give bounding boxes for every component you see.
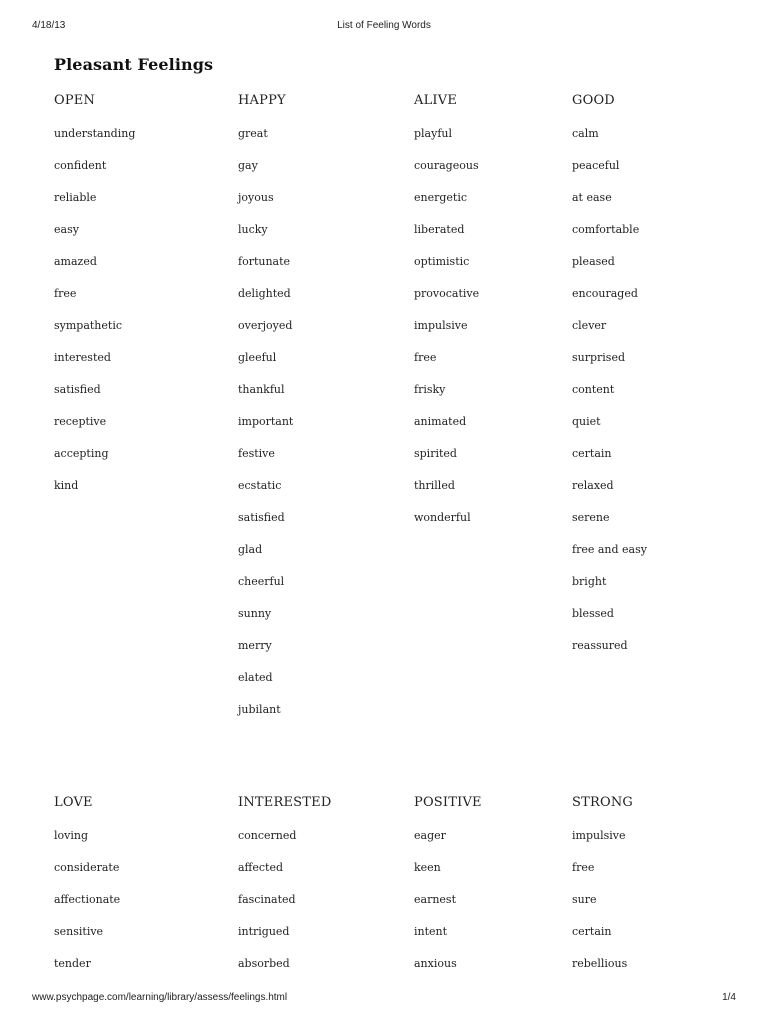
column-interested bbox=[238, 794, 331, 988]
column-heading: LOVE bbox=[54, 795, 93, 810]
feeling-word: liberated bbox=[414, 223, 465, 236]
print-date: 4/18/13 bbox=[32, 20, 66, 31]
feeling-word: energetic bbox=[414, 191, 468, 204]
feeling-word: thrilled bbox=[414, 479, 455, 492]
feeling-word: impulsive bbox=[572, 829, 626, 842]
word-list bbox=[414, 828, 482, 988]
feeling-word: confident bbox=[54, 159, 107, 172]
feeling-word: free and easy bbox=[572, 543, 647, 556]
feeling-word: encouraged bbox=[572, 287, 638, 300]
feeling-word: sunny bbox=[238, 607, 272, 620]
feeling-word: certain bbox=[572, 447, 612, 460]
feeling-word: blessed bbox=[572, 607, 614, 620]
feeling-word: intrigued bbox=[238, 925, 290, 938]
feeling-word: easy bbox=[54, 223, 79, 236]
page-number: 1/4 bbox=[722, 992, 736, 1003]
feeling-word: delighted bbox=[238, 287, 291, 300]
feeling-word: interested bbox=[54, 351, 111, 364]
word-list bbox=[414, 126, 479, 542]
feeling-word: playful bbox=[414, 127, 453, 140]
feeling-word: keen bbox=[414, 861, 441, 874]
page-header bbox=[0, 0, 768, 36]
feeling-word: eager bbox=[414, 829, 446, 842]
feeling-word: loving bbox=[54, 829, 88, 842]
feeling-word: relaxed bbox=[572, 479, 614, 492]
feeling-word: quiet bbox=[572, 415, 601, 428]
feeling-word: frisky bbox=[414, 383, 446, 396]
feeling-word: sympathetic bbox=[54, 319, 123, 332]
feeling-word: certain bbox=[572, 925, 612, 938]
feeling-word: gay bbox=[238, 159, 258, 172]
feeling-word: anxious bbox=[414, 957, 457, 970]
feeling-word: affected bbox=[238, 861, 284, 874]
word-list bbox=[54, 126, 135, 510]
feeling-word: calm bbox=[572, 127, 599, 140]
feeling-word: accepting bbox=[54, 447, 109, 460]
feeling-word: elated bbox=[238, 671, 273, 684]
column-heading: OPEN bbox=[54, 93, 96, 108]
feeling-word: free bbox=[572, 861, 595, 874]
section-title: Pleasant Feelings bbox=[54, 55, 214, 74]
feeling-word: rebellious bbox=[572, 957, 628, 970]
page-footer bbox=[0, 992, 768, 1012]
word-list bbox=[572, 828, 633, 988]
feeling-word: absorbed bbox=[238, 957, 290, 970]
feeling-word: spirited bbox=[414, 447, 457, 460]
feeling-word: cheerful bbox=[238, 575, 285, 588]
feeling-word: satisfied bbox=[54, 383, 101, 396]
feeling-word: kind bbox=[54, 479, 79, 492]
feeling-word: thankful bbox=[238, 383, 285, 396]
column-happy bbox=[238, 92, 293, 734]
document-title: List of Feeling Words bbox=[337, 20, 431, 31]
column-heading: INTERESTED bbox=[238, 795, 332, 810]
feeling-word: sensitive bbox=[54, 925, 104, 938]
feeling-word: important bbox=[238, 415, 294, 428]
feeling-word: festive bbox=[238, 447, 275, 460]
feeling-word: affectionate bbox=[54, 893, 121, 906]
feeling-word: jubilant bbox=[238, 703, 281, 716]
feeling-word: reliable bbox=[54, 191, 97, 204]
feeling-word: glad bbox=[238, 543, 263, 556]
feeling-word: understanding bbox=[54, 127, 136, 140]
column-open bbox=[54, 92, 135, 510]
feeling-word: impulsive bbox=[414, 319, 468, 332]
feeling-word: lucky bbox=[238, 223, 268, 236]
source-url: www.psychpage.com/learning/library/assess/feelings.html bbox=[32, 992, 288, 1003]
word-list bbox=[238, 828, 331, 988]
feeling-word: great bbox=[238, 127, 268, 140]
feeling-word: tender bbox=[54, 957, 91, 970]
feeling-word: amazed bbox=[54, 255, 97, 268]
feeling-word: serene bbox=[572, 511, 610, 524]
feeling-word: reassured bbox=[572, 639, 628, 652]
feeling-word: concerned bbox=[238, 829, 297, 842]
feeling-word: clever bbox=[572, 319, 607, 332]
feeling-word: provocative bbox=[414, 287, 480, 300]
feeling-word: content bbox=[572, 383, 615, 396]
column-love bbox=[54, 794, 120, 988]
column-heading: GOOD bbox=[572, 93, 615, 108]
feeling-word: at ease bbox=[572, 191, 612, 204]
feeling-word: wonderful bbox=[414, 511, 471, 524]
feeling-word: receptive bbox=[54, 415, 107, 428]
feeling-word: sure bbox=[572, 893, 597, 906]
feeling-word: comfortable bbox=[572, 223, 640, 236]
feeling-word: earnest bbox=[414, 893, 456, 906]
column-heading: STRONG bbox=[572, 795, 633, 810]
word-list bbox=[238, 126, 293, 734]
feeling-word: pleased bbox=[572, 255, 615, 268]
feeling-word: courageous bbox=[414, 159, 479, 172]
feeling-word: fascinated bbox=[238, 893, 296, 906]
column-heading: HAPPY bbox=[238, 93, 286, 108]
feeling-word: ecstatic bbox=[238, 479, 282, 492]
column-strong bbox=[572, 794, 633, 988]
feeling-word: merry bbox=[238, 639, 272, 652]
feeling-word: surprised bbox=[572, 351, 626, 364]
feeling-word: peaceful bbox=[572, 159, 620, 172]
word-list bbox=[54, 828, 120, 988]
feeling-word: intent bbox=[414, 925, 448, 938]
column-positive bbox=[414, 794, 482, 988]
feeling-word: free bbox=[414, 351, 437, 364]
feeling-word: overjoyed bbox=[238, 319, 293, 332]
feeling-word: gleeful bbox=[238, 351, 277, 364]
word-list bbox=[572, 126, 647, 670]
feeling-word: optimistic bbox=[414, 255, 470, 268]
feeling-word: fortunate bbox=[238, 255, 291, 268]
feeling-word: animated bbox=[414, 415, 467, 428]
feeling-word: joyous bbox=[238, 191, 274, 204]
feeling-word: free bbox=[54, 287, 77, 300]
column-heading: ALIVE bbox=[414, 93, 458, 108]
column-good bbox=[572, 92, 647, 670]
feeling-word: satisfied bbox=[238, 511, 285, 524]
column-heading: POSITIVE bbox=[414, 795, 482, 810]
feeling-word: considerate bbox=[54, 861, 120, 874]
column-alive bbox=[414, 92, 479, 542]
feeling-word: bright bbox=[572, 575, 607, 588]
